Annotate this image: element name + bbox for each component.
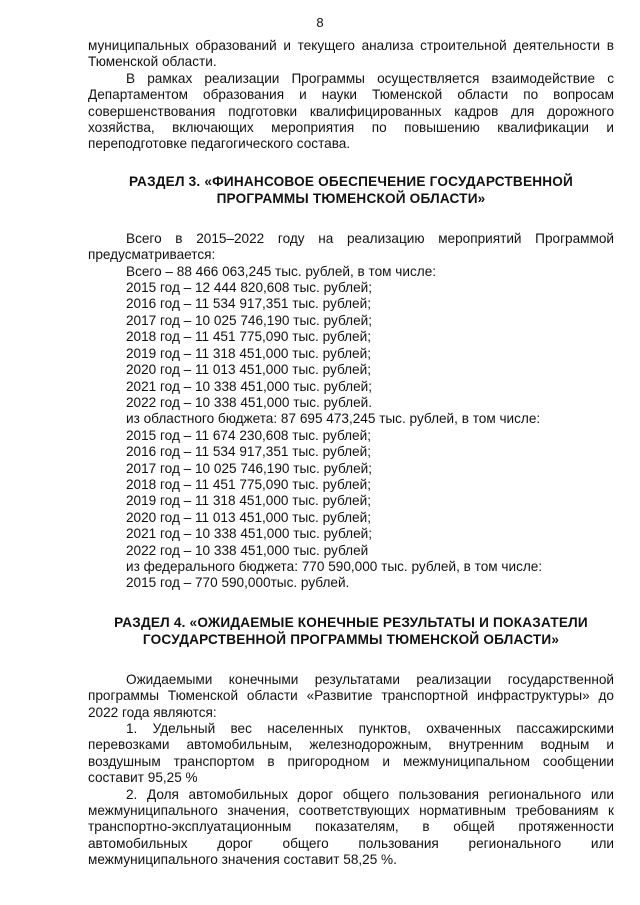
funding-line: из областного бюджета: 87 695 473,245 тыс. рублей, в том числе: [126,411,541,427]
funding-line: 2016 год – 11 534 917,351 тыс. рублей; [126,444,371,460]
funding-line: 2021 год – 10 338 451,000 тыс. рублей; [126,378,372,394]
funding-line: 2020 год – 11 013 451,000 тыс. рублей; [126,362,371,378]
funding-line: 2019 год – 11 318 451,000 тыс. рублей; [126,345,371,361]
funding-line: 2015 год – 770 590,000тыс. рублей. [126,575,350,591]
funding-line: 2022 год – 10 338 451,000 тыс. рублей. [126,394,372,410]
funding-line: 2017 год – 10 025 746,190 тыс. рублей; [126,460,372,476]
funding-line: 2022 год – 10 338 451,000 тыс. рублей [126,542,369,558]
document-body [88,38,614,869]
funding-line: 2019 год – 11 318 451,000 тыс. рублей; [126,493,371,509]
funding-line: 2015 год – 11 674 230,608 тыс. рублей; [126,427,371,443]
intro-paragraph: В рамках реализации Программы осуществляется взаимодействие с Департаментом образования и науки Тюменской области по вопросам совершенствования подготовки квалифицированных кадров для дорожного хозяйства, включающих мероприятия по повышению квалификации и переподготовке педагогического состава. [88,70,614,152]
funding-line: 2016 год – 11 534 917,351 тыс. рублей; [126,296,371,312]
section-4-paragraph: Ожидаемыми конечными результатами реализации государственной программы Тюменской области «Развитие транспортной инфраструктуры» до 2022 года являются: [88,671,614,720]
funding-line: 2018 год – 11 451 775,090 тыс. рублей; [126,476,371,492]
funding-line: 2020 год – 11 013 451,000 тыс. рублей; [126,509,371,525]
funding-list [88,264,614,592]
funding-line: Всего – 88 466 063,245 тыс. рублей, в том числе: [126,263,437,279]
section-3-intro: Всего в 2015–2022 году на реализацию мероприятий Программой предусматривается: [88,230,614,263]
funding-line: 2018 год – 11 451 775,090 тыс. рублей; [126,329,371,345]
section-4-paragraph: 2. Доля автомобильных дорог общего пользования регионального или межмуниципального значения, соответствующих нормативным требованиям к транспортно-эксплуатационным показателям, в общей протяженности автомобильных дорог общего пользования регионального или межмуниципального значения составит 58,25 %. [88,786,614,868]
section-4-title: РАЗДЕЛ 4. «ОЖИДАЕМЫЕ КОНЕЧНЫЕ РЕЗУЛЬТАТЫ И ПОКАЗАТЕЛИ ГОСУДАРСТВЕННОЙ ПРОГРАММЫ ТЮМЕНСКОЙ ОБЛАСТИ» [114,614,588,647]
funding-line: из федерального бюджета: 770 590,000 тыс. рублей, в том числе: [126,558,543,574]
funding-line: 2017 год – 10 025 746,190 тыс. рублей; [126,312,372,328]
section-4-paragraph: 1. Удельный вес населенных пунктов, охваченных пассажирскими перевозками автомобильным, железнодорожным, внутренним водным и воздушным транспортом в пригородном и межмуниципальном сообщении составит 95,25 % [88,721,614,786]
page-number: 8 [316,15,324,30]
funding-line: 2021 год – 10 338 451,000 тыс. рублей; [126,526,372,542]
section-3-title: РАЗДЕЛ 3. «ФИНАНСОВОЕ ОБЕСПЕЧЕНИЕ ГОСУДАРСТВЕННОЙ ПРОГРАММЫ ТЮМЕНСКОЙ ОБЛАСТИ» [128,173,573,206]
intro-paragraph: муниципальных образований и текущего анализа строительной деятельности в Тюменской области. [88,38,614,70]
funding-line: 2015 год – 12 444 820,608 тыс. рублей; [126,280,372,296]
